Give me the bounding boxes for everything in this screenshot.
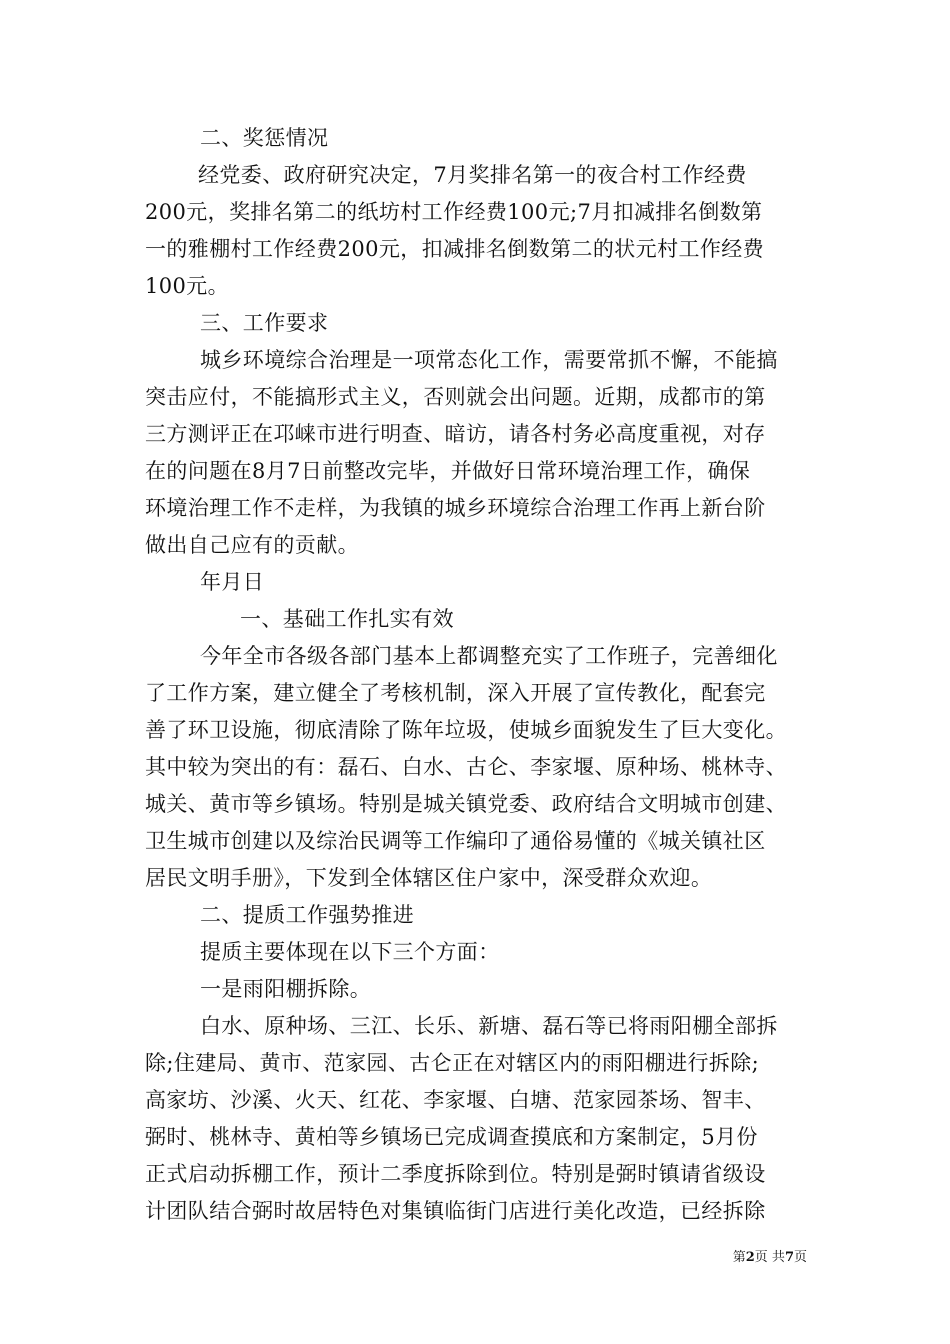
heading-rewards-penalties: 二、奖惩情况	[200, 126, 329, 150]
paragraph-line: 100元。	[145, 274, 230, 298]
paragraph-line: 白水、原种场、三江、长乐、新塘、磊石等已将雨阳棚全部拆	[200, 1014, 778, 1038]
paragraph-line: 今年全市各级各部门基本上都调整充实了工作班子，完善细化	[200, 644, 778, 668]
date-line: 年月日	[200, 570, 265, 594]
page-number-footer	[733, 1250, 807, 1266]
footer-suffix: 页	[793, 1250, 807, 1265]
paragraph-line: 卫生城市创建以及综治民调等工作编印了通俗易懂的《城关镇社区	[145, 829, 766, 853]
subheading-rain-shed-removal: 一是雨阳棚拆除。	[200, 977, 372, 1001]
paragraph-line: 一的雅棚村工作经费200元，扣减排名倒数第二的状元村工作经费	[145, 237, 765, 261]
paragraph-line: 做出自己应有的贡献。	[145, 533, 359, 557]
paragraph-line: 提质主要体现在以下三个方面：	[200, 940, 500, 964]
heading-basic-work: 一、基础工作扎实有效	[240, 607, 454, 631]
paragraph-line: 200元，奖排名第二的纸坊村工作经费100元;7月扣减排名倒数第	[145, 200, 763, 224]
paragraph-line: 善了环卫设施，彻底清除了陈年垃圾，使城乡面貌发生了巨大变化。	[145, 718, 787, 742]
paragraph-line: 突击应付，不能搞形式主义，否则就会出问题。近期，成都市的第	[145, 385, 766, 409]
paragraph-line: 计团队结合弼时故居特色对集镇临街门店进行美化改造，已经拆除	[145, 1199, 766, 1223]
footer-total-pages: 7	[784, 1250, 794, 1265]
paragraph-line: 除;住建局、黄市、范家园、古仑正在对辖区内的雨阳棚进行拆除;	[145, 1051, 760, 1075]
paragraph-line: 高家坊、沙溪、火天、红花、李家堰、白塘、范家园茶场、智丰、	[145, 1088, 766, 1112]
paragraph-line: 弼时、桃林寺、黄柏等乡镇场已完成调查摸底和方案制定，5月份	[145, 1125, 758, 1149]
paragraph-line: 了工作方案，建立健全了考核机制，深入开展了宣传教化，配套完	[145, 681, 766, 705]
paragraph-line: 三方测评正在邛崃市进行明查、暗访，请各村务必高度重视，对存	[145, 422, 766, 446]
footer-current-page: 2	[745, 1250, 755, 1265]
paragraph-line: 城乡环境综合治理是一项常态化工作，需要常抓不懈，不能搞	[200, 348, 778, 372]
paragraph-line: 其中较为突出的有：磊石、白水、古仑、李家堰、原种场、桃林寺、	[145, 755, 787, 779]
paragraph-line: 正式启动拆棚工作，预计二季度拆除到位。特别是弼时镇请省级设	[145, 1162, 766, 1186]
footer-prefix: 第	[732, 1250, 746, 1265]
paragraph-line: 在的问题在8月7日前整改完毕，并做好日常环境治理工作，确保	[145, 459, 751, 483]
paragraph-line: 环境治理工作不走样，为我镇的城乡环境综合治理工作再上新台阶	[145, 496, 766, 520]
paragraph-line: 居民文明手册》，下发到全体辖区住户家中，深受群众欢迎。	[145, 866, 713, 890]
heading-work-requirements: 三、工作要求	[200, 311, 329, 335]
paragraph-line: 城关、黄市等乡镇场。特别是城关镇党委、政府结合文明城市创建、	[145, 792, 787, 816]
footer-middle: 页 共	[754, 1250, 785, 1265]
paragraph-line: 经党委、政府研究决定，7月奖排名第一的夜合村工作经费	[198, 163, 747, 187]
heading-quality-work: 二、提质工作强势推进	[200, 903, 414, 927]
